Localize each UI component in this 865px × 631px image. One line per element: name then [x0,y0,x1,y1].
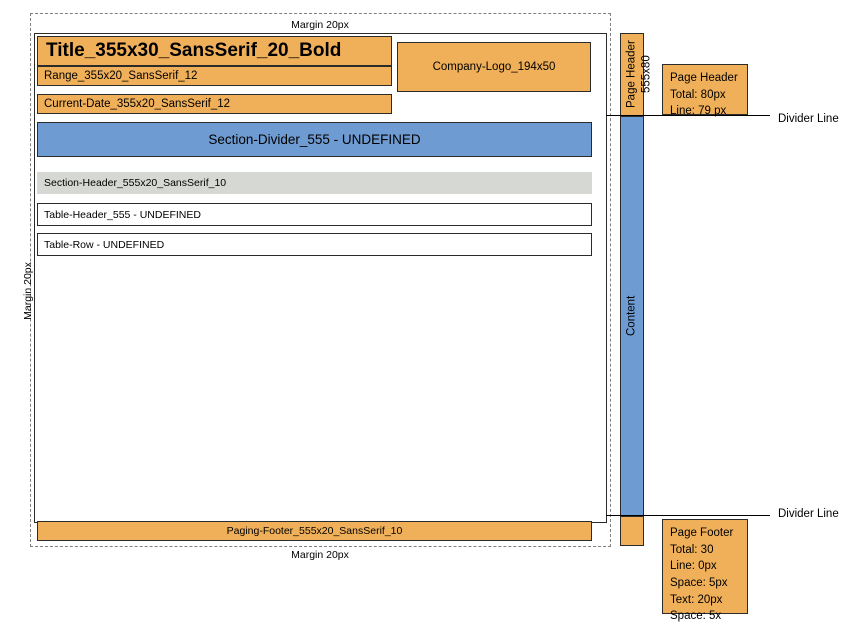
side-band-page-header-size: 555x80 [640,55,653,94]
page-footer-note-line-6: Space: 5x [670,610,722,623]
section-divider-block: Section-Divider_555 - UNDEFINED [37,122,592,157]
paging-footer-block: Paging-Footer_555x20_SansSerif_10 [37,521,592,541]
page-header-note-line-1: Page Header [670,72,738,84]
page-footer-note-line-3: Line: 0px [670,560,717,573]
margin-label-bottom: Margin 20px [291,549,349,561]
divider-line-bottom [606,515,770,516]
page-footer-note-line-5: Text: 20px [670,593,723,606]
margin-label-left: Margin 20px [22,262,34,320]
company-logo-block: Company-Logo_194x50 [397,42,591,92]
side-band-page-footer [620,516,644,546]
side-band-page-header-label-1: Page Header [625,40,638,109]
section-header-block: Section-Header_555x20_SansSerif_10 [37,172,592,194]
range-block: Range_355x20_SansSerif_12 [37,66,392,86]
margin-label-top: Margin 20px [291,19,349,31]
page-footer-note-line-4: Space: 5px [670,577,728,590]
page-footer-note-line-2: Total: 30 [670,543,714,556]
side-band-content: Content [620,116,644,516]
page-footer-note [662,519,748,623]
page-header-note-line-2: Total: 80px [670,88,726,101]
current-date-block: Current-Date_355x20_SansSerif_12 [37,94,392,114]
page-header-note-line-3: Line: 79 px [670,105,727,118]
title-block: Title_355x30_SansSerif_20_Bold [37,36,392,66]
divider-line-bottom-label: Divider Line [778,508,839,520]
table-header-block: Table-Header_555 - UNDEFINED [37,203,592,226]
table-row-block: Table-Row - UNDEFINED [37,233,592,256]
divider-line-top-label: Divider Line [778,113,839,125]
page-footer-note-line-1: Page Footer [670,527,734,539]
page-header-note [662,64,748,118]
